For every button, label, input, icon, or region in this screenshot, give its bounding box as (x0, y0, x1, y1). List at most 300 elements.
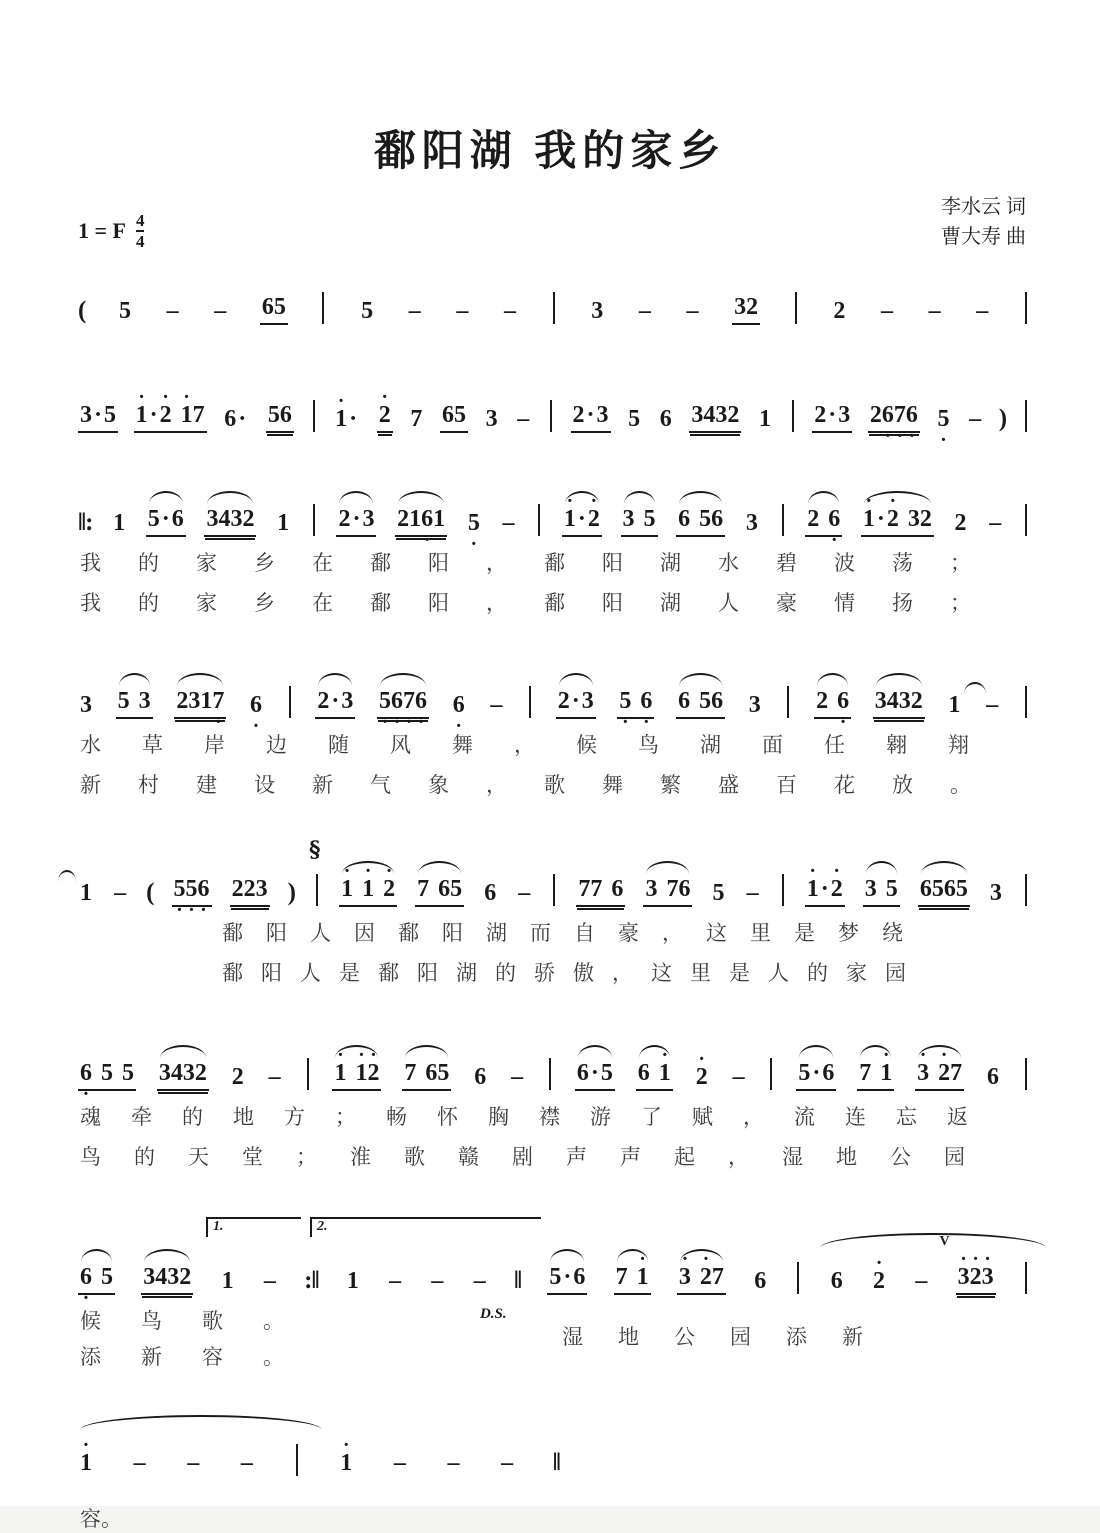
note-char: 6 (474, 1063, 487, 1090)
note-char: 5 · (186, 876, 198, 903)
barline (792, 400, 794, 432)
barline (787, 686, 789, 718)
note-group (146, 506, 186, 537)
note-char: · 1 (341, 876, 353, 903)
note-char: 6 (711, 687, 724, 714)
note-char: 3 (80, 401, 92, 428)
note-char: 6 (261, 293, 274, 320)
note-group (757, 406, 773, 433)
note-char: 1 (80, 879, 92, 906)
note-char: 6 · (80, 1060, 92, 1087)
note-char: · 1 (362, 876, 374, 903)
note-char: 7 (615, 1263, 628, 1290)
note-group (547, 1264, 587, 1295)
note-char: · 1 (880, 1060, 892, 1087)
music-line-2 (78, 387, 1030, 433)
tie-hook (58, 870, 76, 882)
note-group (953, 510, 969, 537)
note-char: 1 (759, 405, 771, 432)
note-char: – (989, 509, 1002, 536)
note-char: 3 (80, 691, 92, 718)
barline (782, 504, 784, 536)
note-char: 2 (557, 687, 570, 714)
note-group (927, 298, 943, 325)
note-char: 3 (182, 1059, 195, 1086)
note-group (132, 1450, 148, 1477)
note-char: 5 (101, 1059, 113, 1086)
note-char: – (473, 1267, 486, 1294)
note-char: 7 (578, 875, 591, 902)
note-char: 5 (628, 405, 641, 432)
note-char: – (447, 1449, 460, 1476)
barline (307, 1058, 309, 1090)
note-group (913, 1268, 929, 1295)
note-group (621, 506, 658, 537)
note-group (275, 510, 291, 537)
note-char: 5 (437, 1059, 450, 1086)
note-char: 1 (346, 1267, 359, 1294)
note-group (267, 1064, 283, 1091)
note-group (220, 1268, 236, 1295)
note-char: 3 (138, 687, 151, 714)
song-title: 鄱阳湖 我的家乡 (373, 129, 727, 175)
note-char: 5 (101, 1263, 113, 1290)
note-group (831, 298, 847, 325)
note-group (392, 1450, 408, 1477)
note-char: 7 (404, 1059, 417, 1086)
note-group (614, 1264, 651, 1295)
note-char: 3 (898, 687, 911, 714)
note-char: · (93, 401, 102, 428)
lyrics-line-5-verse-1: 鄱阳人因鄱阳湖而自豪，这里是梦绕 (222, 920, 926, 945)
music-line-8 (78, 1431, 560, 1477)
note-group (482, 880, 498, 907)
note-char: 6 · (415, 688, 427, 715)
note-group (454, 298, 470, 325)
note-char: – (393, 1449, 406, 1476)
note-char: 6 · (906, 402, 918, 429)
note-char: 6 (484, 879, 497, 906)
note-group (262, 1268, 278, 1295)
note-char: 6 · (828, 506, 840, 533)
lyricist-credit: 李水云 词 (941, 196, 1026, 218)
note-char: · 2 (367, 1060, 379, 1087)
note-char: 3 (591, 297, 604, 324)
note-group (395, 506, 447, 537)
note-char: 1 (409, 505, 422, 532)
note-char: 1 (200, 687, 213, 714)
lyrics-line-3-verse-1: 我的家乡在鄱阳，鄱阳湖水碧波荡； (80, 550, 1008, 575)
barline (1025, 1058, 1027, 1090)
note-char: · (876, 505, 885, 532)
note-group (451, 692, 467, 719)
note-char: 2 (231, 1063, 244, 1090)
note-char: 5 · (468, 510, 480, 537)
barline (1025, 1262, 1027, 1294)
note-char: 5 (122, 1059, 134, 1086)
note-char: 7 · (212, 688, 224, 715)
note-char: 3 (864, 875, 877, 902)
volta-bracket-2 (310, 1217, 541, 1237)
note-char: 5 (712, 879, 725, 906)
note-char: · 1 (564, 506, 576, 533)
note-char: 5 (450, 875, 463, 902)
volta-2-label: 2. (317, 1218, 328, 1234)
note-char: 6 (678, 687, 691, 714)
note-char: 3 (230, 505, 243, 532)
note-group (939, 1233, 996, 1295)
note-char: 6 (576, 1059, 589, 1086)
note-char (635, 506, 644, 533)
note-char: 6 (224, 405, 237, 432)
note-group (562, 506, 602, 537)
note-char: 6 (830, 1267, 843, 1294)
note-char: · 3 (917, 1060, 929, 1087)
note-group (684, 298, 700, 325)
note-group (172, 876, 212, 907)
note-group (157, 1060, 209, 1091)
note-char: – (502, 509, 515, 536)
note-char: · (563, 1263, 572, 1290)
breath-mark: V (939, 1233, 950, 1249)
note-group (499, 1450, 515, 1477)
note-char: 4 (155, 1263, 168, 1290)
barline (1025, 874, 1027, 906)
music-line-1 (78, 279, 1030, 325)
note-char: 2 (869, 401, 882, 428)
note-group (636, 1060, 673, 1091)
note-char: 3 (745, 509, 758, 536)
tie-arc (80, 1415, 322, 1430)
note-group (626, 406, 642, 433)
note-char: 6 (438, 875, 451, 902)
note-group (747, 692, 763, 719)
lyrics-line-7-block (0, 1295, 1100, 1371)
note-char: · (828, 401, 837, 428)
barline (770, 1058, 772, 1090)
note-char: 7 (417, 875, 430, 902)
note-group (873, 688, 925, 719)
note-group (918, 876, 970, 907)
note-char: 3 (143, 1263, 156, 1290)
note-char: 5 (267, 401, 280, 428)
note-char: · 2 (831, 876, 843, 903)
note-group (78, 1450, 94, 1477)
note-char: – (511, 1063, 524, 1090)
note-char: · 2 (160, 402, 172, 429)
note-char: 6 (943, 875, 956, 902)
note-char: · 1 (334, 1060, 346, 1087)
note-group (488, 692, 504, 719)
time-signature-denominator: 4 (135, 231, 145, 251)
note-char (871, 1060, 880, 1087)
lyrics-line-6-verse-1: 魂牵的地方；畅怀胸襟游了赋，流连忘返 (80, 1104, 998, 1129)
note-char: 3 (581, 687, 594, 714)
note-char: 1 (277, 509, 290, 536)
note-char: 3 (362, 505, 375, 532)
note-char: 2 (243, 875, 256, 902)
note-char: 6 (637, 1059, 650, 1086)
note-char: · 2 (873, 1268, 885, 1295)
note-group (805, 876, 845, 907)
note-char: 3 (188, 687, 201, 714)
note-char: 5 (273, 293, 286, 320)
note-group (805, 506, 842, 537)
note-char (92, 1264, 101, 1291)
note-char (819, 506, 828, 533)
note-group (336, 506, 376, 537)
note-char: 1 (948, 691, 961, 718)
note-char: 7 (711, 1263, 724, 1290)
note-char: 3 (748, 691, 761, 718)
time-signature (136, 212, 145, 251)
note-group (556, 688, 596, 719)
note-char: – (456, 297, 469, 324)
note-group (658, 406, 674, 433)
note-group (407, 298, 423, 325)
note-char: · (149, 401, 158, 428)
note-group (174, 688, 226, 719)
note-group (689, 402, 741, 433)
note-char: 1 (433, 505, 446, 532)
note-group (472, 1268, 488, 1295)
note-group (112, 880, 128, 907)
note-char: · 1 (181, 402, 193, 429)
note-char: 5 (931, 875, 944, 902)
note-char: 2 (231, 875, 244, 902)
note-char: 6 (678, 505, 691, 532)
note-char: 6 (573, 1263, 586, 1290)
note-group (576, 876, 625, 907)
note-char: – (732, 1063, 745, 1090)
note-char: – (187, 1449, 200, 1476)
note-char: · 2 (970, 1264, 982, 1291)
note-group (936, 406, 952, 433)
note-char: 2 (338, 505, 351, 532)
note-group (744, 510, 760, 537)
note-group (711, 880, 727, 907)
note-group (752, 1268, 768, 1295)
note-group (974, 298, 990, 325)
note-char: 3 (691, 401, 704, 428)
note-group (466, 510, 482, 537)
note-group (879, 298, 895, 325)
note-char: 2 (572, 401, 585, 428)
note-char: 5 (117, 687, 130, 714)
note-char: · 1 (340, 1450, 352, 1477)
note-group (745, 880, 761, 907)
note-group (863, 876, 900, 907)
note-group (643, 876, 692, 907)
note-group (500, 510, 516, 537)
lyrics-line-7-ending-1: 候鸟歌。 (80, 1308, 324, 1333)
note-char: 5 (699, 505, 712, 532)
note-char: 6 · (640, 688, 652, 715)
note-char: · 1 (136, 402, 148, 429)
note-char: · 1 (637, 1264, 649, 1291)
note-char: 1 (221, 1267, 234, 1294)
note-char: · 2 (700, 1264, 712, 1291)
note-char: – (915, 1267, 928, 1294)
note-char: 5 (104, 401, 116, 428)
note-char: 3 (255, 875, 268, 902)
note-char: – (240, 1449, 253, 1476)
note-group (967, 406, 983, 433)
note-char: 6 (611, 875, 624, 902)
note-char: 2 (833, 297, 846, 324)
note-group (988, 880, 1004, 907)
lyrics-line-4-verse-2: 新村建设新气象，歌舞繁盛百花放。 (80, 772, 1008, 797)
note-char (92, 1060, 101, 1087)
note-group (440, 402, 468, 433)
note-char (690, 506, 699, 533)
note-char: 2 (816, 687, 829, 714)
note-char: · (161, 505, 170, 532)
note-char (346, 1060, 355, 1087)
parenthesis-symbol: ) (287, 878, 295, 906)
note-group (78, 1264, 115, 1295)
note-char (602, 876, 611, 903)
note-group (571, 402, 611, 433)
note-char: 5 (147, 505, 160, 532)
note-group (984, 692, 1000, 719)
note-char: 3 (989, 879, 1002, 906)
note-group (515, 406, 531, 433)
note-group (408, 406, 424, 433)
note-char: · 3 (982, 1264, 994, 1291)
note-char: · 1 (807, 876, 819, 903)
barline (313, 400, 315, 432)
music-line-4 (78, 673, 1030, 719)
note-group (694, 1064, 710, 1091)
note-group (445, 1450, 461, 1477)
barline (1025, 400, 1027, 432)
note-char: – (518, 879, 531, 906)
note-group (732, 294, 760, 325)
note-char: – (490, 691, 503, 718)
note-char: 5 (643, 505, 656, 532)
note-char: 3 (167, 1263, 180, 1290)
note-char: – (686, 297, 699, 324)
note-char: 3 (874, 687, 887, 714)
barline (549, 1058, 551, 1090)
lyrics-line-5-verse-2: 鄱阳人是鄱阳湖的骄傲，这里是人的家园 (222, 960, 924, 985)
note-char: 2 (317, 687, 330, 714)
barline (538, 504, 540, 536)
note-group (141, 1264, 193, 1295)
note-char: 2 (194, 1059, 207, 1086)
note-group (509, 1064, 525, 1091)
note-char: 5 (361, 297, 374, 324)
note-char: – (986, 691, 999, 718)
parenthesis-symbol: ) (998, 404, 1007, 432)
note-char: · (812, 1059, 821, 1086)
note-char: 3 (596, 401, 609, 428)
note-char: 5 · (379, 688, 391, 715)
volta-bracket-1 (206, 1217, 301, 1237)
lyrics-line-3-verse-2: 我的家乡在鄱阳，鄱阳湖人豪情扬； (80, 590, 1008, 615)
note-group (239, 1450, 255, 1477)
note-char: 7 (950, 1059, 963, 1086)
note-group (575, 1060, 615, 1091)
note-char: · 1 (355, 1060, 367, 1087)
note-char: 4 (218, 505, 231, 532)
note-group (814, 688, 851, 719)
note-char: – (133, 1449, 146, 1476)
note-char: – (214, 297, 227, 324)
barline (553, 292, 555, 324)
note-char (353, 876, 362, 903)
note-group (212, 298, 228, 325)
credits (941, 192, 1026, 252)
note-char: – (928, 297, 941, 324)
note-char: 6 · (421, 506, 433, 533)
music-line-5 (78, 836, 1030, 907)
note-char (416, 1060, 425, 1087)
tie-arc (820, 1233, 1046, 1248)
barline (1025, 292, 1027, 324)
note-char: 6 (919, 875, 932, 902)
note-group (333, 406, 361, 433)
note-char: – (880, 297, 893, 324)
note-group (871, 1268, 887, 1295)
music-line-6 (78, 1045, 1030, 1091)
note-char: 2 (727, 401, 740, 428)
lyrics-line-4-verse-1: 水草岸边随风舞，候鸟湖面任翱翔 (80, 732, 1010, 757)
note-char: · 2 (379, 402, 391, 429)
note-char: 3 (341, 687, 354, 714)
note-char: 6 (425, 1059, 438, 1086)
barline (1025, 504, 1027, 536)
note-group (204, 506, 256, 537)
note-char: 6 (659, 405, 672, 432)
note-char (929, 1060, 938, 1087)
note-group (134, 402, 207, 433)
note-group (429, 1268, 445, 1295)
note-group (387, 1268, 403, 1295)
note-char: 4 (170, 1059, 183, 1086)
note-group (985, 1064, 1001, 1091)
note-char: – (503, 297, 516, 324)
note-group (812, 402, 852, 433)
note-char: · (820, 875, 829, 902)
note-char (691, 1264, 700, 1291)
note-char: – (389, 1267, 402, 1294)
note-char: 7 (192, 401, 205, 428)
barline (797, 1262, 799, 1294)
note-char: 6 (171, 505, 184, 532)
music-line-3 (78, 491, 1030, 537)
note-char: 5 · (938, 406, 950, 433)
note-group (484, 406, 500, 433)
barline (289, 686, 291, 718)
note-char: 5 (454, 401, 466, 428)
note-char: 7 (859, 1059, 872, 1086)
note-char (628, 1264, 637, 1291)
note-group (222, 406, 250, 433)
note-char: – (638, 297, 651, 324)
note-char: 7 (410, 405, 423, 432)
note-char: 5 · (619, 688, 631, 715)
note-group (185, 1450, 201, 1477)
note-group (857, 1060, 894, 1091)
repeat-barline: :‖ (304, 1266, 319, 1294)
note-char: · (590, 1059, 599, 1086)
lyrics-line-6-verse-2: 鸟的天堂；淮歌赣剧声声起，湿地公园 (80, 1144, 998, 1169)
note-group (339, 876, 397, 907)
note-char: 2 (179, 1263, 192, 1290)
note-char: 7 (590, 875, 603, 902)
